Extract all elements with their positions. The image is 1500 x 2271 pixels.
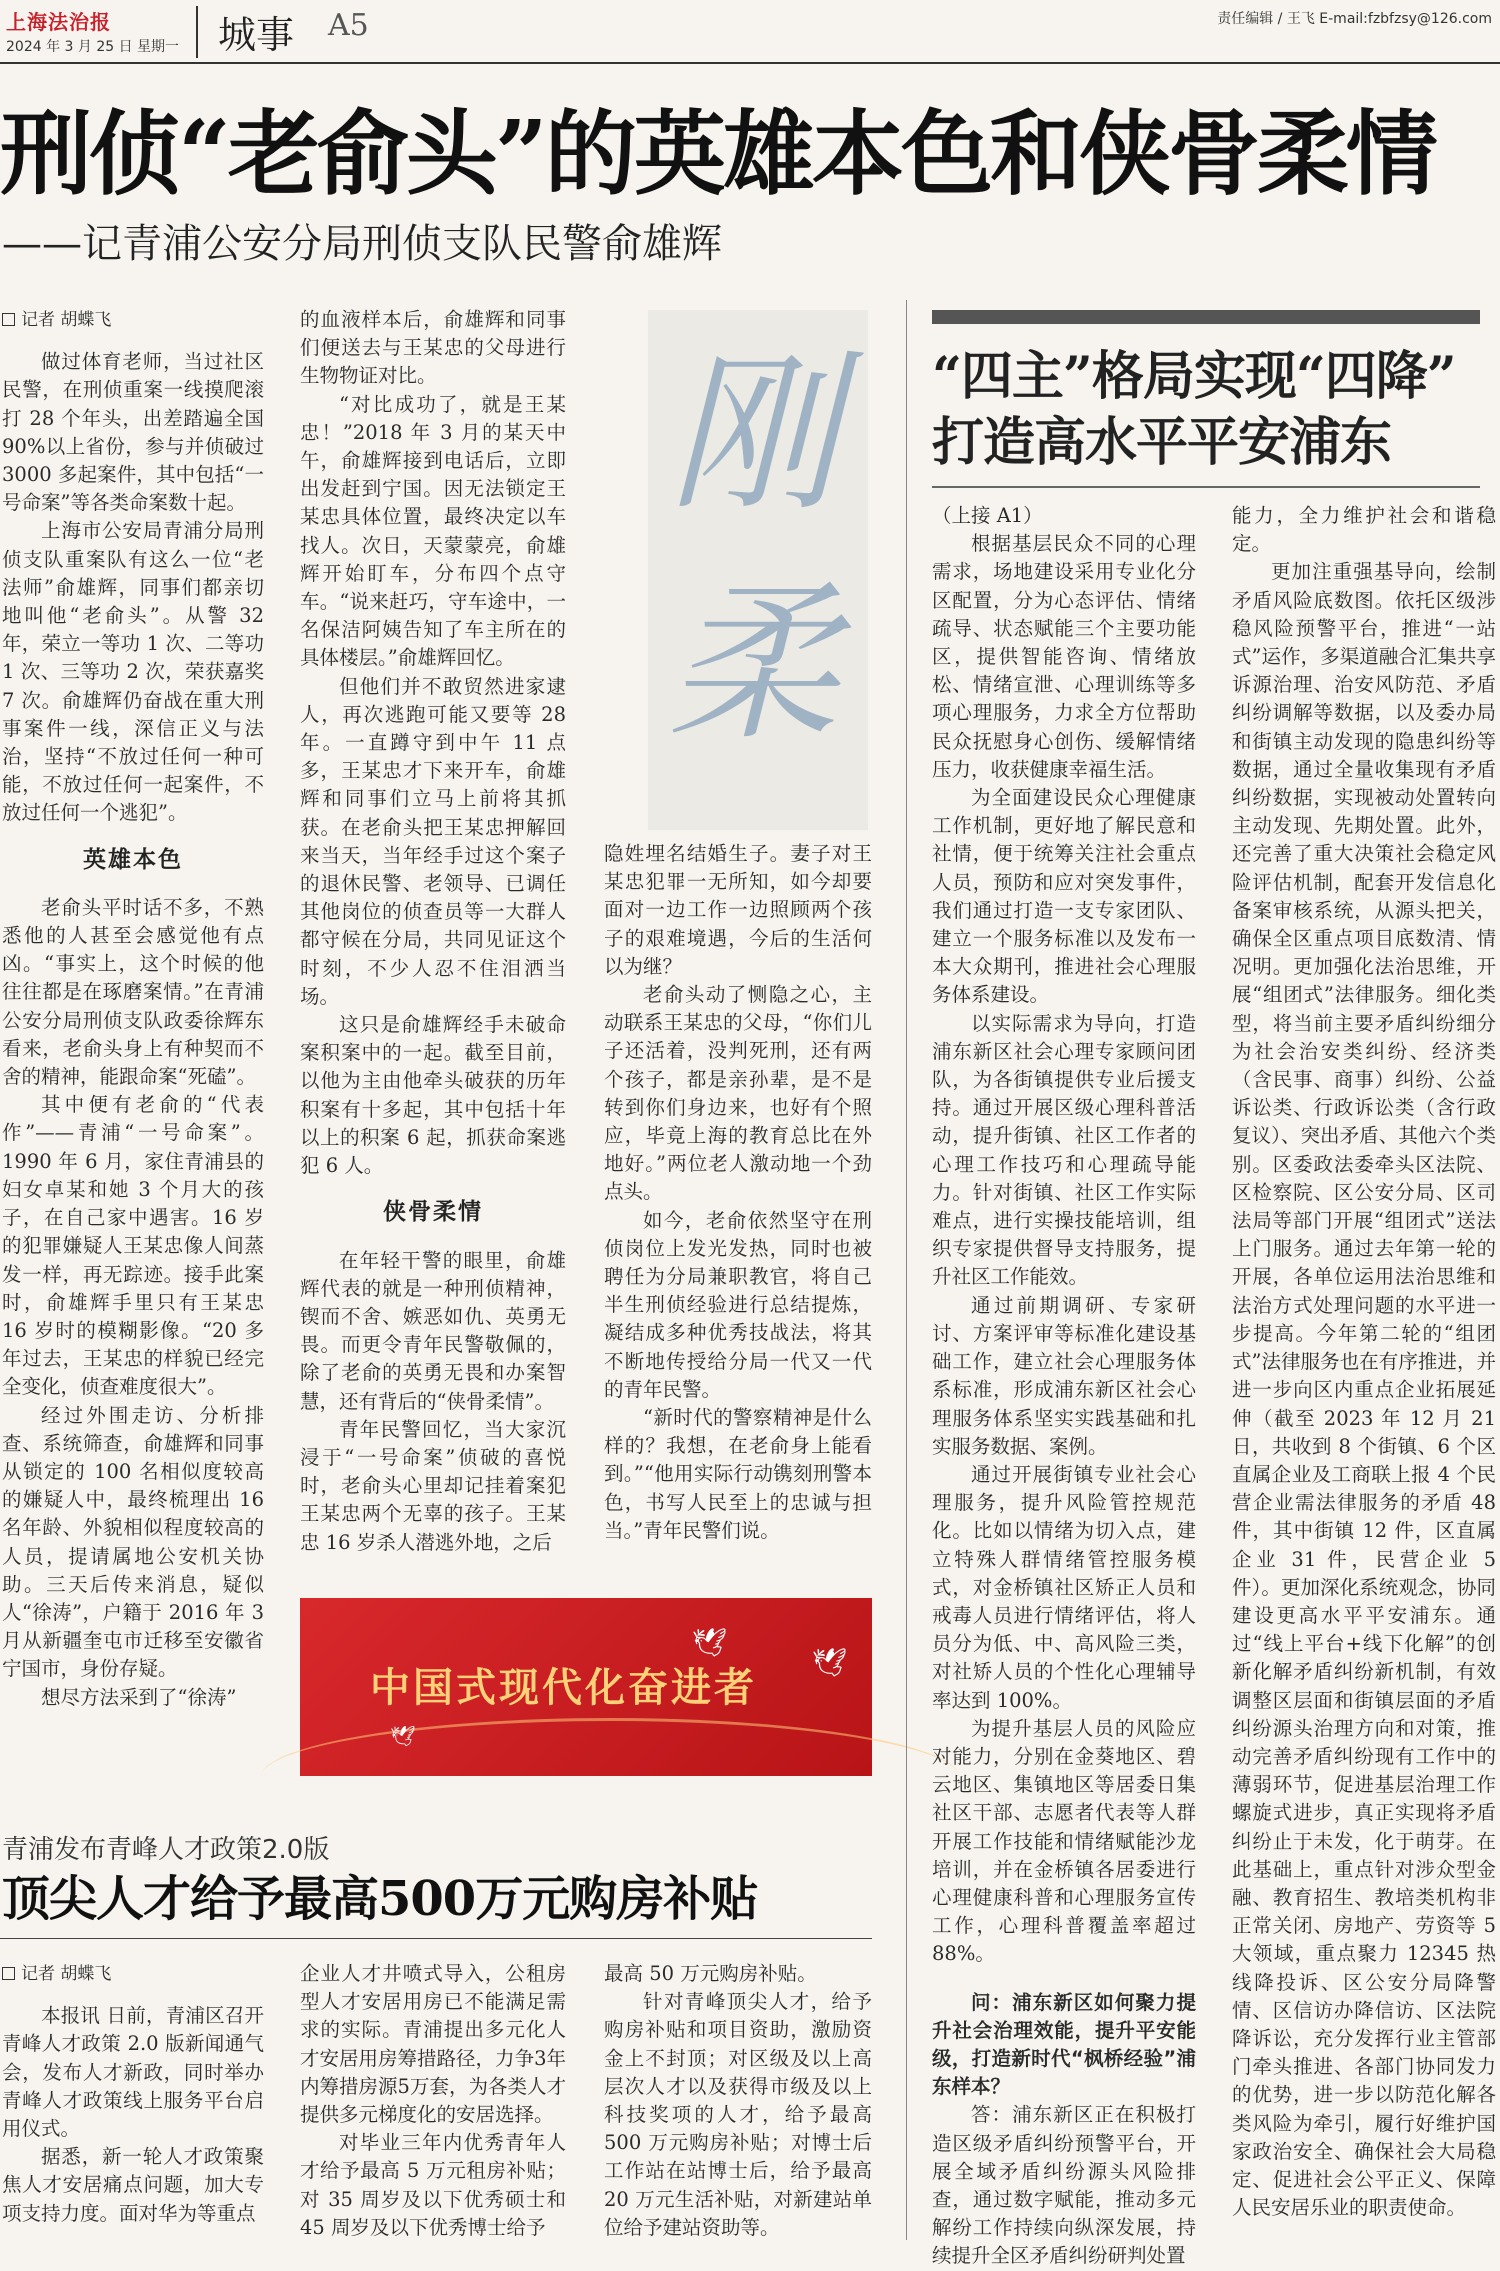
column-divider bbox=[906, 300, 907, 2240]
paragraph: 对毕业三年内优秀青年人才给予最高 5 万元租房补贴；对 35 周岁及以下优秀硕士和 45 周岁及以下优秀博士给予 bbox=[300, 2131, 566, 2239]
bottom-story-column-2 bbox=[300, 1960, 566, 2250]
masthead-divider bbox=[196, 6, 198, 58]
paragraph: 为全面建设民众心理健康工作机制，更好地了解民意和社情，便于统筹关注社会重点人员，预防和应对突发事件，我们通过打造一支专家团队、建立一个服务标准以及发布一本大众期刊，推进社会心理服务体系建设。 bbox=[932, 786, 1196, 1007]
section-heading-hero: 英雄本色 bbox=[83, 846, 183, 873]
right-story-title-line1: “四主”格局实现“四降” bbox=[932, 346, 1456, 407]
byline-box-icon bbox=[2, 1967, 15, 1980]
banner-wave-decoration bbox=[260, 1718, 960, 1838]
paragraph: “新时代的警察精神是什么样的？我想，在老俞身上能看到。”“他用实际行动镌刻刑警本色，书写人民至上的忠诚与担当。”青年民警们说。 bbox=[604, 1406, 872, 1542]
paragraph: 隐姓埋名结婚生子。妻子对王某忠犯罪一无所知，如今却要面对一边工作一边照顾两个孩子的艰难境遇，今后的生活何以为继？ bbox=[604, 842, 872, 978]
paragraph: 老俞头平时话不多，不熟悉他的人甚至会感觉他有点凶。“事实上，这个时候的他往往都是在琢磨案情。”在青浦公安分局刑侦支队政委徐辉东看来，老俞头身上有种契而不舍的精神，能跟命案“死磕”。 bbox=[2, 895, 264, 1089]
right-story-top-bar bbox=[932, 310, 1480, 324]
paragraph: 做过体育老师，当过社区民警，在刑侦重案一线摸爬滚打 28 个年头，出差踏遍全国 90%以上省份，参与并侦破过 3000 多起案件，其中包括“一号命案”等各类命案数十起。 bbox=[2, 350, 264, 515]
dove-icon: 🕊 bbox=[390, 1724, 416, 1748]
bottom-story-headline: 顶尖人才给予最高500万元购房补贴 bbox=[2, 1871, 758, 1927]
bottom-story-column-3 bbox=[604, 1960, 872, 2250]
paragraph: 青年民警回忆，当大家沉浸于“一号命案”侦破的喜悦时，老俞头心里却记挂着案犯王某忠两个无辜的孩子。王某忠 16 岁杀人潜逃外地，之后 bbox=[300, 1417, 566, 1554]
paragraph: 针对青峰顶尖人才，给予购房补贴和项目资助，激励资金上不封顶；对区级及以上高层次人才以及获得市级及以上科技奖项的人才，给予最高 500 万元购房补贴；对博士后工作站在站博士后，给予最高 20 万元生活补贴，对新建站单位给予建站资助等。 bbox=[604, 1990, 872, 2239]
main-subhead: ——记青浦公安分局刑侦支队民警俞雄辉 bbox=[2, 221, 722, 267]
masthead-rule bbox=[0, 62, 1500, 64]
right-story-column-1 bbox=[932, 502, 1196, 2268]
main-story-column-3 bbox=[604, 840, 872, 1550]
paragraph: 更加注重强基导向，绘制矛盾风险底数图。依托区级涉稳风险预警平台，推进“一站式”运作，多渠道融合汇集共享诉源治理、治安风防范、矛盾纠纷调解等数据，以及委办局和街镇主动发现的隐患纠纷等数据，通过全量收集现有矛盾纠纷数据，实现被动处置转向主动发现、先期处置。此外，还完善了重大决策社会稳定风险评估机制，配套开发信息化备案审核系统，从源头把关，确保全区重点项目底数清、情况明。更加强化法治思维，开展“组团式”法律服务。细化类型，将当前主要矛盾纠纷细分为社会治安类纠纷、经济类（含民事、商事）纠纷、公益诉讼类、行政诉讼类（含行政复议）、突出矛盾、其他六个类别。区委政法委牵头区法院、区检察院、区公安分局、区司法局等部门开展“组团式”送法上门服务。通过去年第一轮的开展，各单位运用法治思维和法治方式处理问题的水平进一步提高。今年第二轮的“组团式”法律服务也在有序推进，并进一步向区内重点企业拓展延伸（截至 2023 年 12 月 21 日，共收到 8 个街镇、6 个区直属企业及工商联上报 4 个民营企业需法律服务的矛盾 48 件，其中街镇 12 件，区直属企业 31 件，民营企业 5 件）。更加深化系统观念，协同建设更高水平平安浦东。通过“线上平台+线下化解”的创新化解矛盾纠纷新机制，有效调整区层面和街镇层面的矛盾纠纷源头治理方向和对策，推动完善矛盾纠纷现有工作中的薄弱环节，促进基层治理工作螺旋式进步，真正实现将矛盾纠纷止于未发，化于萌芽。在此基础上，重点针对涉众型金融、教育招生、教培类机构非正常关闭、房地产、劳资等 5 大领域，重点聚力 12345 热线降投诉、区公安分局降警情、区信访办降信访、区法院降诉讼，充分发挥行业主管部门牵头推进、各部门协同发力的优势，进一步以防范化解各类风险为牵引，履行好维护国家政治安全、确保社会大局稳定、促进社会公平正义、保障人民安居乐业的职责使命。 bbox=[1232, 560, 1496, 2220]
paragraph: 如今，老俞依然坚守在刑侦岗位上发光发热，同时也被聘任为分局兼职教官，将自己半生刑侦经验进行总结提炼，凝结成多种优秀技战法，将其不断地传授给分局一代又一代的青年民警。 bbox=[604, 1208, 872, 1401]
paragraph: 但他们并不敢贸然进家逮人，再次逃跑可能又要等 28 年。一直蹲守到中午 11 点多，王某忠才下来开车，俞雄辉和同事们立马上前将其抓获。在老俞头把王某忠押解回来当天，当年经手过这个案子的退休民警、老领导、已调任其他岗位的侦查员等一大群人都守候在分局，共同见证这个时刻，不少人忍不住泪洒当场。 bbox=[300, 674, 566, 1008]
paragraph: 根据基层民众不同的心理需求，场地建设采用专业化分区配置，分为心态评估、情绪疏导、状态赋能三个主要功能区，提供智能咨询、情绪放松、情绪宣泄、心理训练等多项心理服务，力求全方位帮助民众抚慰身心创伤、缓解情绪压力，收获健康幸福生活。 bbox=[932, 532, 1196, 781]
page-number: A5 bbox=[328, 8, 369, 43]
paragraph: 这只是俞雄辉经手未破命案积案中的一起。截至目前，以他为主由他牵头破获的历年积案有十多起，其中包括十年以上的积案 6 起，抓获命案逃犯 6 人。 bbox=[300, 1013, 566, 1178]
bottom-story-column-1 bbox=[2, 1960, 264, 2250]
main-story-column-1 bbox=[2, 306, 264, 1826]
paragraph: （上接 A1） bbox=[932, 504, 1043, 527]
paragraph: 据悉，新一轮人才政策聚焦人才安居痛点问题，加大专项支持力度。面对华为等重点 bbox=[2, 2145, 264, 2225]
newspaper-logo: 上海法治报 bbox=[6, 10, 111, 34]
modernization-banner bbox=[300, 1598, 872, 1776]
banner-text: 中国式现代化奋进者 bbox=[370, 1665, 757, 1711]
main-headline: 刑侦“老俞头”的英雄本色和侠骨柔情 bbox=[0, 100, 1435, 208]
dove-icon: 🕊 bbox=[812, 1646, 848, 1679]
paragraph: 想尽方法采到了“徐涛” bbox=[41, 1685, 237, 1709]
paragraph: 最高 50 万元购房补贴。 bbox=[604, 1962, 817, 1985]
paragraph: 通过前期调研、专家研讨、方案评审等标准化建设基础工作，建立社会心理服务体系标准，形成浦东新区社会心理服务体系坚实实践基础和扎实服务数据、案例。 bbox=[932, 1293, 1196, 1458]
section-heading-chivalry: 侠骨柔情 bbox=[383, 1199, 483, 1226]
bottom-story-rule bbox=[0, 1938, 872, 1939]
section-name: 城事 bbox=[218, 13, 295, 57]
byline: 记者 胡蝶飞 bbox=[2, 1960, 264, 1988]
main-story-column-2 bbox=[300, 306, 566, 1554]
paragraph: “对比成功了，就是王某忠！”2018 年 3 月的某天中午，俞雄辉接到电话后，立即出发赶到宁国。因无法锁定王某忠具体位置，最终决定以车找人。次日，天蒙蒙亮，俞雄辉开始盯车，分布四个点守车。“说来赶巧，守车途中，一名保洁阿姨告知了车主所在的具体楼层。”俞雄辉回忆。 bbox=[300, 392, 566, 670]
issue-date: 2024 年 3 月 25 日 星期一 bbox=[6, 39, 180, 55]
paragraph: 能力，全力维护社会和谐稳定。 bbox=[1232, 504, 1496, 556]
paragraph: 本报讯 日前，青浦区召开青峰人才政策 2.0 版新闻通气会，发布人才新政，同时举办青峰人才政策线上服务平台启用仪式。 bbox=[2, 2004, 264, 2141]
paragraph: 通过开展街镇专业社会心理服务，提升风险管控规范化。比如以情绪为切入点，建立特殊人群情绪管控服务模式，对金桥镇社区矫正人员和戒毒人员进行情绪评估，将人员分为低、中、高风险三类，对社矫人员的个性化心理辅导率达到 100%。 bbox=[932, 1462, 1196, 1712]
right-story-rule bbox=[932, 486, 1480, 488]
paragraph: 企业人才井喷式导入，公租房型人才安居用房已不能满足需求的实际。青浦提出多元化人才安居用房筹措路径，力争3年内筹措房源5万套，为各类人才提供多元梯度化的安居选择。 bbox=[300, 1962, 566, 2127]
paragraph: 老俞头动了恻隐之心，主动联系王某忠的父母，“你们儿子还活着，没判死刑，还有两个孩子，都是亲孙辈，是不是转到你们身边来，也好有个照应，毕竟上海的教育总比在外地好。”两位老人激动地一个劲点头。 bbox=[604, 983, 872, 1204]
callout-char: 刚 bbox=[668, 336, 839, 534]
paragraph: 上海市公安局青浦分局刑侦支队重案队有这么一位“老法师”俞雄辉，同事们都亲切地叫他“老俞头”。从警 32 年，荣立一等功 1 次、二等功 1 次、三等功 2 次，荣获嘉奖 7 次。俞雄辉仍奋战在重大刑事案件一线，深信正义与法治，坚持“不放过任何一种可能，不放过任何一起案件，不放过任何一个逃犯”。 bbox=[2, 519, 264, 825]
paragraph: 其中便有老俞的“代表作”——青浦“一号命案”。1990 年 6 月，家住青浦县的妇女卓某和她 3 个月大的孩子，在自己家中遇害。16 岁的犯罪嫌疑人王某忠像人间蒸发一样，再无踪迹。接手此案时，俞雄辉手里只有王某忠 16 岁时的模糊影像。“20 多年过去，王某忠的样貌已经完全变化，侦查难度很大”。 bbox=[2, 1093, 264, 1399]
interview-answer: 答：浦东新区正在积极打造区级矛盾纠纷预警平台，开展全域矛盾纠纷源头风险排查，通过数字赋能，推动多元解纷工作持续向纵深发展，持续提升全区矛盾纠纷研判处置 bbox=[932, 2103, 1196, 2268]
paragraph: 在年轻干警的眼里，俞雄辉代表的就是一种刑侦精神，锲而不舍、嫉恶如仇、英勇无畏。而更令青年民警敬佩的，除了老俞的英勇无畏和办案智慧，还有背后的“侠骨柔情”。 bbox=[300, 1248, 566, 1413]
callout-char: 柔 bbox=[668, 566, 839, 764]
callout-graphic bbox=[648, 310, 868, 830]
right-story-title-line2: 打造高水平平安浦东 bbox=[932, 412, 1392, 473]
bottom-story-kicker: 青浦发布青峰人才政策2.0版 bbox=[2, 1835, 330, 1865]
interview-question: 问：浦东新区如何聚力提升社会治理效能，提升平安能级，打造新时代“枫桥经验”浦东样本？ bbox=[932, 1990, 1196, 2099]
byline-box-icon bbox=[2, 313, 15, 326]
paragraph: 经过外围走访、分析排查、系统筛查，俞雄辉和同事从锁定的 100 名相似度较高的嫌疑人中，最终梳理出 16 名年龄、外貌相似程度较高的人员，提请属地公安机关协助。三天后传来消息，疑似人“徐涛”，户籍于 2016 年 3 月从新疆奎屯市迁移至安徽省宁国市，身份存疑。 bbox=[2, 1403, 264, 1681]
right-story-column-2 bbox=[1232, 502, 1496, 2247]
byline: 记者 胡蝶飞 bbox=[2, 306, 264, 334]
paragraph: 的血液样本后，俞雄辉和同事们便送去与王某忠的父母进行生物物证对比。 bbox=[300, 308, 566, 388]
paragraph: 为提升基层人员的风险应对能力，分别在金葵地区、碧云地区、集镇地区等居委日集社区干部、志愿者代表等人群开展工作技能和情绪赋能沙龙培训，并在金桥镇各居委进行心理健康科普和心理服务宣传工作，心理科普覆盖率超过88%。 bbox=[932, 1716, 1196, 1966]
dove-icon: 🕊 bbox=[692, 1626, 728, 1659]
paragraph: 以实际需求为导向，打造浦东新区社会心理专家顾问团队，为各街镇提供专业后援支持。通过开展区级心理科普活动，提升街镇、社区工作者的心理工作技巧和心理疏导能力。针对街镇、社区工作实际难点，进行实操技能培训，组织专家提供督导支持服务，提升社区工作能效。 bbox=[932, 1011, 1196, 1289]
editor-credit: 责任编辑 / 王飞 E-mail:fzbfzsy@126.com bbox=[1217, 11, 1492, 27]
